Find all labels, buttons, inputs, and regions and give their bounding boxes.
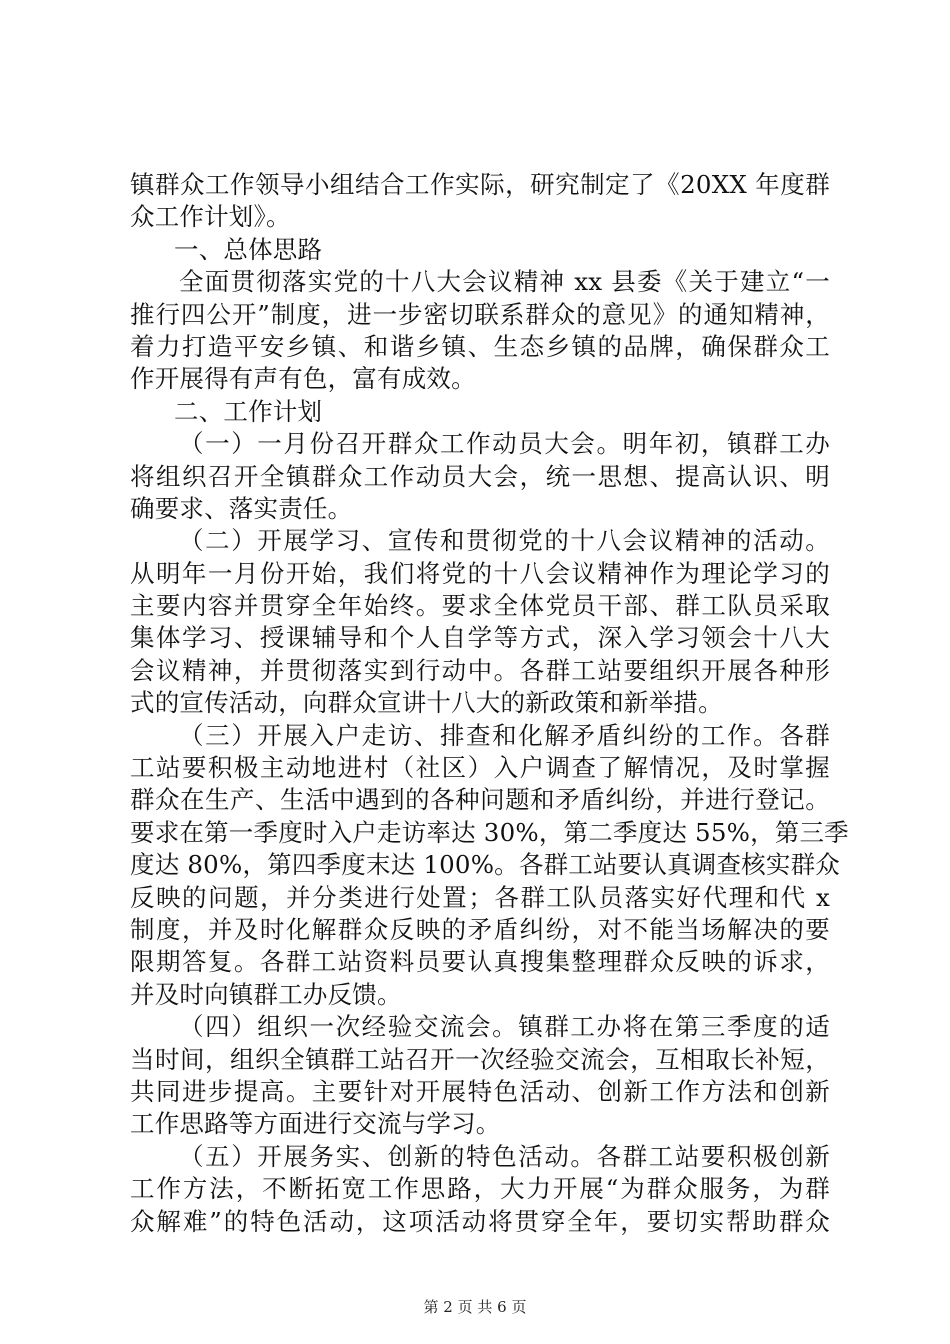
text-line: 工作思路等方面进行交流与学习。 [130, 1109, 501, 1139]
text-line: 众解难”的特色活动，这项活动将贯穿全年，要切实帮助群众 [130, 1206, 830, 1236]
text-line: 式的宣传活动，向群众宣讲十八大的新政策和新举措。 [130, 688, 723, 718]
text-line: 工站要积极主动地进村（社区）入户调查了解情况，及时掌握 [130, 753, 830, 783]
text-line: 制度，并及时化解群众反映的矛盾纠纷，对不能当场解决的要 [130, 914, 830, 944]
text-line: 工作方法，不断拓宽工作思路，大力开展“为群众服务，为群 [130, 1174, 830, 1204]
document-body [130, 169, 849, 1238]
text-line: 从明年一月份开始，我们将党的十八会议精神作为理论学习的 [130, 558, 830, 588]
text-line: 一、总体思路 [174, 234, 323, 264]
text-line: 集体学习、授课辅导和个人自学等方式，深入学习领会十八大 [130, 623, 830, 653]
text-line: 确要求、落实责任。 [130, 493, 353, 523]
page-number-footer: 第 2 页 共 6 页 [423, 1298, 527, 1316]
text-line: 主要内容并贯穿全年始终。要求全体党员干部、群工队员采取 [130, 591, 830, 621]
text-line: 着力打造平安乡镇、和谐乡镇、生态乡镇的品牌，确保群众工 [130, 331, 830, 361]
text-line: 反映的问题，并分类进行处置；各群工队员落实好代理和代 x [130, 882, 830, 912]
text-line: 镇群众工作领导小组结合工作实际，研究制定了《20XX 年度群 [130, 170, 830, 199]
text-line: （一）一月份召开群众工作动员大会。明年初，镇群工办 [179, 429, 830, 459]
text-line: （五）开展务实、创新的特色活动。各群工站要积极创新 [179, 1141, 830, 1171]
text-line: 将组织召开全镇群众工作动员大会，统一思想、提高认识、明 [130, 461, 830, 491]
text-line: （四）组织一次经验交流会。镇群工办将在第三季度的适 [179, 1012, 830, 1042]
text-line: 并及时向镇群工办反馈。 [130, 979, 402, 1009]
text-line: 要求在第一季度时入户走访率达 30%，第二季度达 55%，第三季 [130, 817, 849, 847]
text-line: （三）开展入户走访、排查和化解矛盾纠纷的工作。各群 [179, 720, 830, 750]
text-line: 限期答复。各群工站资料员要认真搜集整理群众反映的诉求， [130, 947, 830, 977]
text-line: 群众在生产、生活中遇到的各种问题和矛盾纠纷，并进行登记。 [130, 785, 830, 815]
text-line: 会议精神，并贯彻落实到行动中。各群工站要组织开展各种形 [130, 655, 830, 685]
text-line: 全面贯彻落实党的十八大会议精神 xx 县委《关于建立“一 [179, 267, 830, 297]
text-line: 度达 80%，第四季度末达 100%。各群工站要认真调查核实群众 [130, 850, 840, 880]
text-line: 二、工作计划 [174, 396, 323, 426]
text-line: 众工作计划》。 [130, 202, 291, 232]
text-line: 当时间，组织全镇群工站召开一次经验交流会，互相取长补短， [130, 1044, 830, 1074]
text-line: 作开展得有声有色，富有成效。 [130, 364, 476, 394]
text-line: 共同进步提高。主要针对开展特色活动、创新工作方法和创新 [130, 1076, 830, 1106]
text-line: 推行四公开”制度，进一步密切联系群众的意见》的通知精神， [130, 299, 830, 329]
text-line: （二）开展学习、宣传和贯彻党的十八会议精神的活动。 [179, 526, 830, 556]
